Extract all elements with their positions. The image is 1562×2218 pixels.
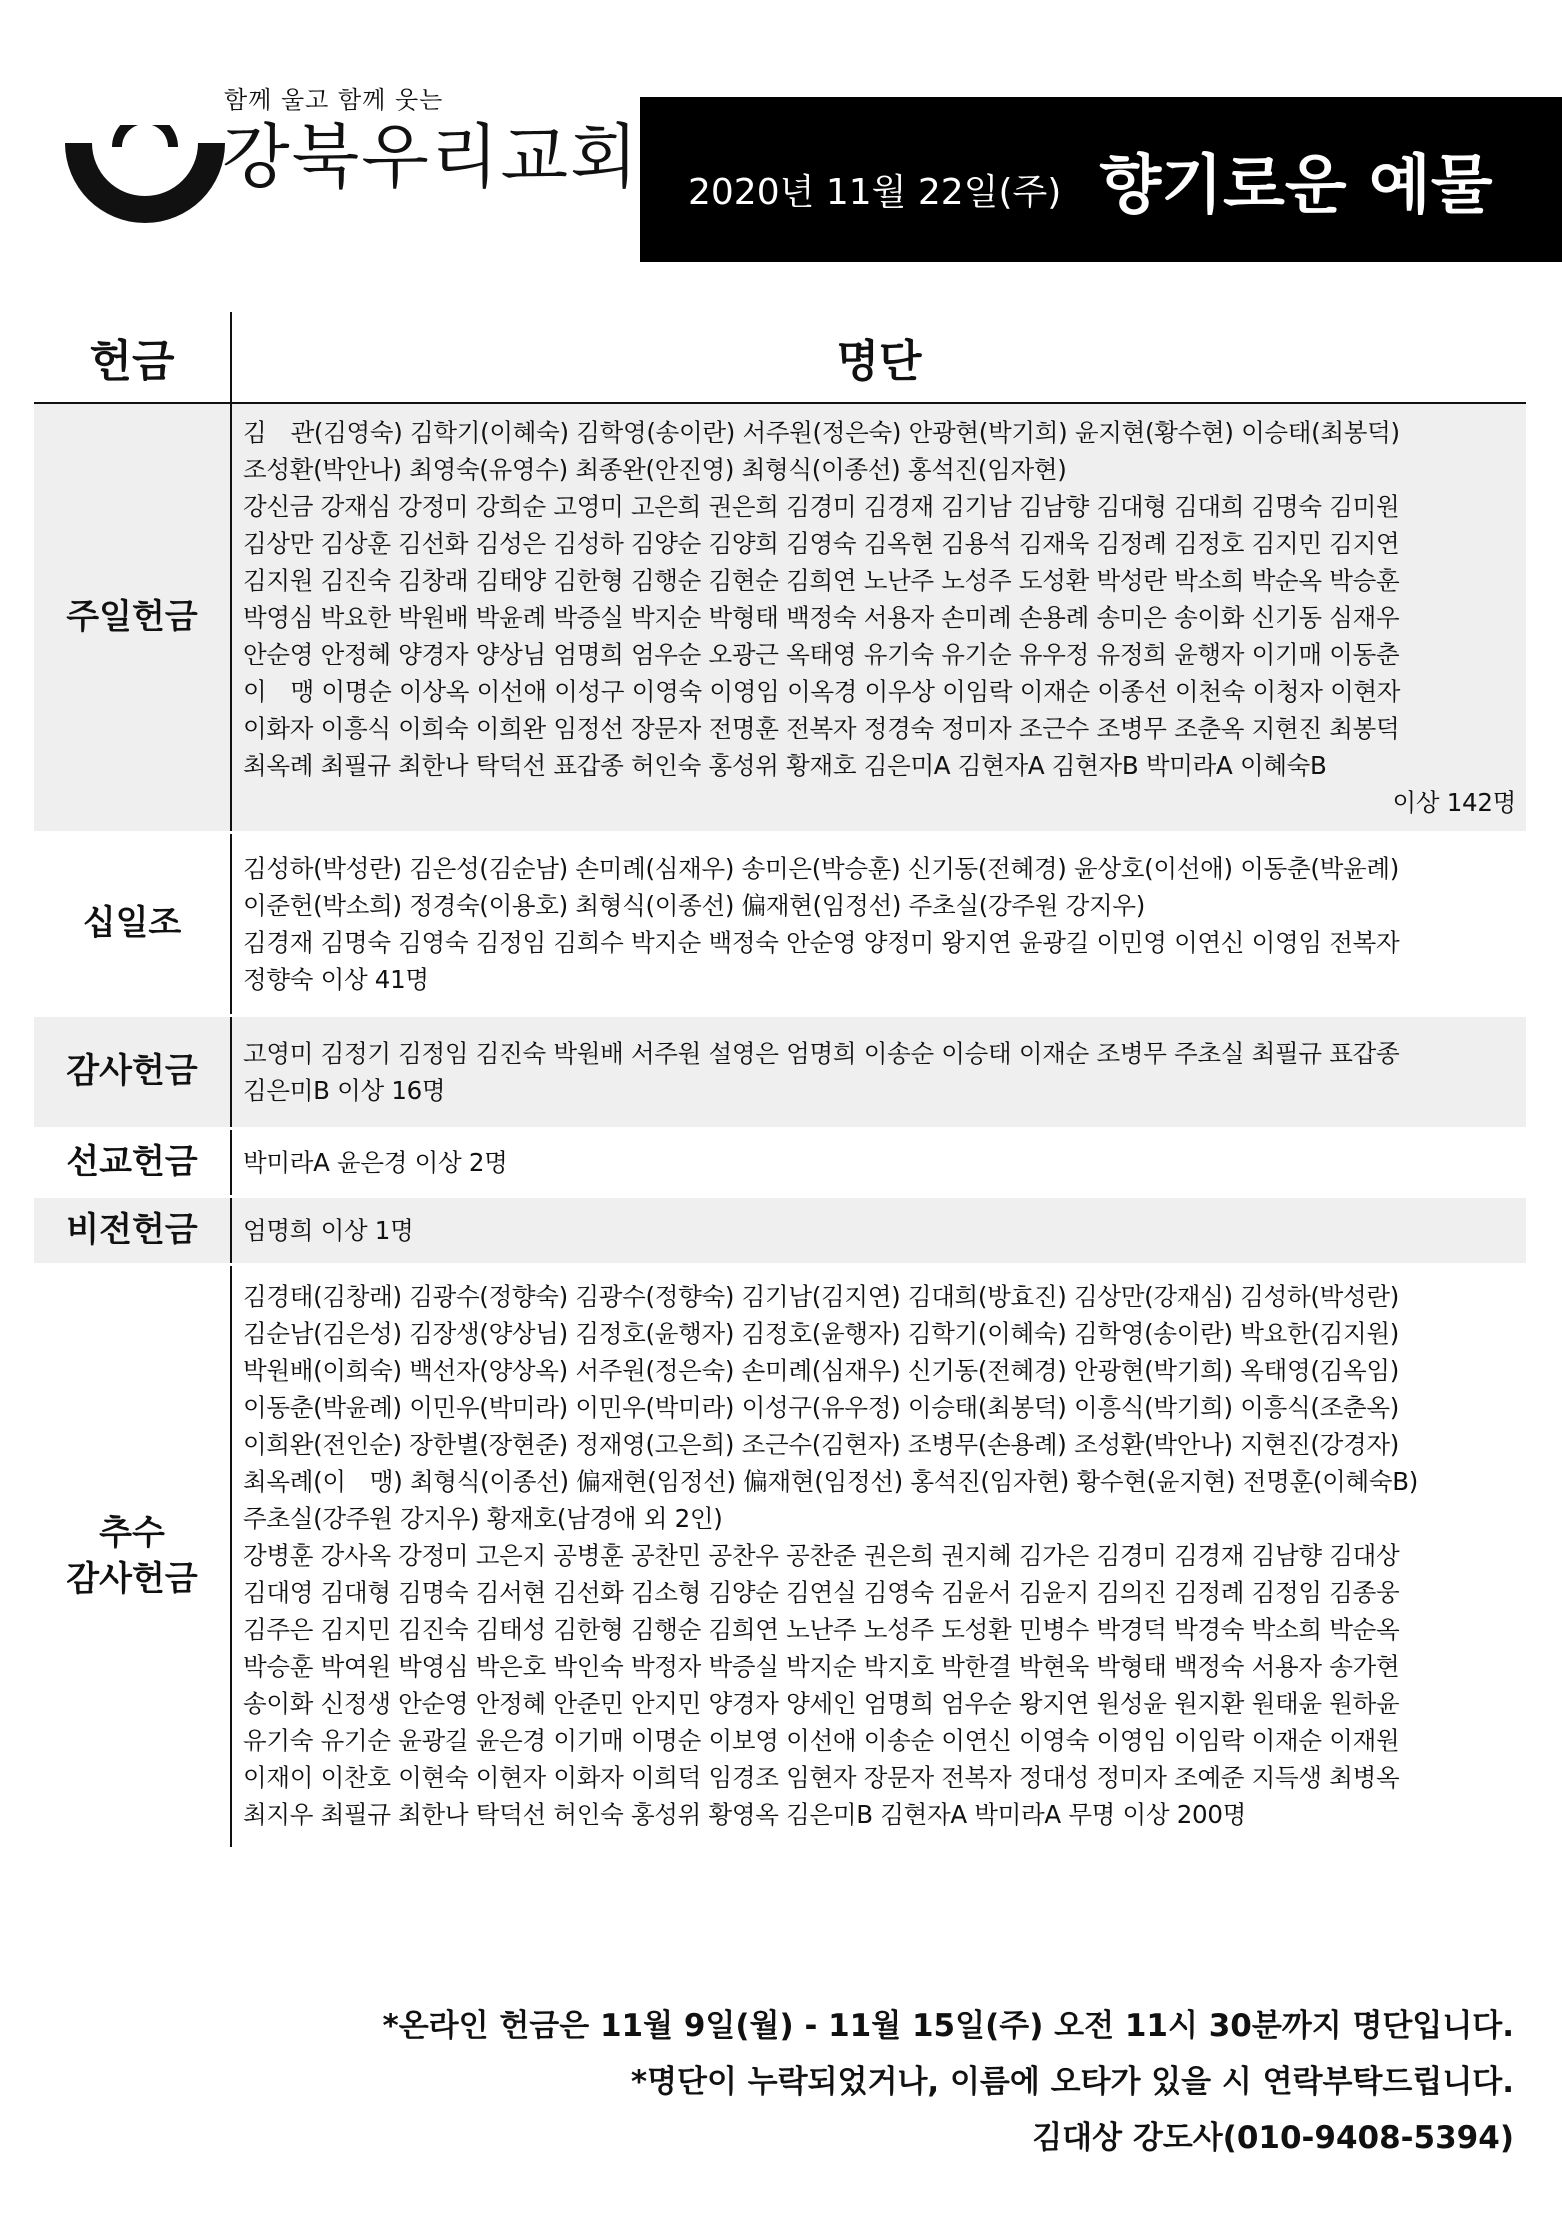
- table-header: [34, 312, 1526, 404]
- count-label: 이상 142명: [1392, 788, 1516, 817]
- offering-table: [34, 312, 1526, 1850]
- name-line: 김경태(김창래) 김광수(정향숙) 김광수(정향숙) 김기남(김지연) 김대희(방효진) 김상만(강재심) 김성하(박성란): [243, 1282, 1399, 1311]
- name-line: 이 맹 이명순 이상옥 이선애 이성구 이영숙 이영임 이옥경 이우상 이임락 이재순 이종선 이천숙 이청자 이현자: [243, 677, 1401, 706]
- name-line: 이동춘(박윤례) 이민우(박미라) 이민우(박미라) 이성구(유우정) 이승태(최봉덕) 이흥식(박기희) 이흥식(조춘옥): [243, 1393, 1399, 1422]
- name-line: 송이화 신정생 안순영 안정혜 안준민 안지민 양경자 양세인 엄명희 엄우순 왕지연 원성윤 원지환 원태윤 원하윤: [243, 1689, 1400, 1718]
- table-row: [34, 404, 1526, 834]
- name-line: 정향숙 이상 41명: [243, 965, 429, 994]
- column-header-offering: 헌금: [89, 336, 175, 387]
- name-list: [230, 1017, 1526, 1127]
- name-line: 김 관(김영숙) 김학기(이혜숙) 김학영(송이란) 서주원(정은숙) 안광현(박기희) 윤지현(황수현) 이승태(최봉덕): [243, 418, 1400, 447]
- name-line: 최옥례 최필규 최한나 탁덕선 표갑종 허인숙 홍성위 황재호 김은미A 김현자A 김현자B 박미라A 이혜숙B: [243, 751, 1327, 780]
- name-line: 박영심 박요한 박원배 박윤례 박증실 박지순 박형태 백정숙 서용자 손미례 손용례 송미은 송이화 신기동 심재우: [243, 603, 1400, 632]
- name-list: [230, 1130, 1526, 1195]
- table-row: [34, 1266, 1526, 1850]
- footer-notes: [383, 1998, 1514, 2166]
- name-line: 고영미 김정기 김정임 김진숙 박원배 서주원 설영은 엄명희 이송순 이승태 이재순 조병무 주초실 최필규 표갑종: [243, 1039, 1400, 1068]
- name-line: 박미라A 윤은경 이상 2명: [243, 1148, 508, 1177]
- column-header-names: 명단: [230, 312, 1526, 402]
- name-line: 강신금 강재심 강정미 강희순 고영미 고은희 권은희 김경미 김경재 김기남 김남향 김대형 김대희 김명숙 김미원: [243, 492, 1400, 521]
- name-list: [230, 1198, 1526, 1263]
- name-line: 강병훈 강사옥 강정미 고은지 공병훈 공찬민 공찬우 공찬준 권은희 권지혜 김가은 김경미 김경재 김남향 김대상: [243, 1541, 1400, 1570]
- name-line: 김대영 김대형 김명숙 김서현 김선화 김소형 김양순 김연실 김영숙 김윤서 김윤지 김의진 김정례 김정임 김종웅: [243, 1578, 1400, 1607]
- name-line: 김상만 김상훈 김선화 김성은 김성하 김양순 김양희 김영숙 김옥현 김용석 김재욱 김정례 김정호 김지민 김지연: [243, 529, 1400, 558]
- table-row: [34, 834, 1526, 1017]
- category-label: 감사헌금: [66, 1051, 198, 1092]
- name-list: [230, 404, 1526, 831]
- name-line: 유기숙 유기순 윤광길 윤은경 이기매 이명순 이보영 이선애 이송순 이연신 이영숙 이영임 이임락 이재순 이재원: [243, 1726, 1400, 1755]
- name-line: 주초실(강주원 강지우) 황재호(남경애 외 2인): [243, 1504, 723, 1533]
- category-label: 선교헌금: [66, 1141, 198, 1182]
- name-line: 조성환(박안나) 최영숙(유영수) 최종완(안진영) 최형식(이종선) 홍석진(임자현): [243, 455, 1067, 484]
- page-title: 향기로운 예물: [1099, 148, 1493, 223]
- name-line: 이화자 이흥식 이희숙 이희완 임정선 장문자 전명훈 전복자 정경숙 정미자 조근수 조병무 조춘옥 지현진 최봉덕: [243, 714, 1400, 743]
- contact-info: 김대상 강도사(010-9408-5394): [1032, 2120, 1514, 2156]
- name-line: 안순영 안정혜 양경자 양상님 엄명희 엄우순 오광근 옥태영 유기숙 유기순 유우정 유정희 윤행자 이기매 이동춘: [243, 640, 1400, 669]
- name-line: 김지원 김진숙 김창래 김태양 김한형 김행순 김현순 김희연 노난주 노성주 도성환 박성란 박소희 박순옥 박승훈: [243, 566, 1400, 595]
- table-row: [34, 1130, 1526, 1198]
- church-slogan: 함께 울고 함께 웃는: [224, 86, 444, 114]
- name-line: 김은미B 이상 16명: [243, 1076, 446, 1105]
- name-line: 최지우 최필규 최한나 탁덕선 허인숙 홍성위 황영옥 김은미B 김현자A 박미라A 무명 이상 200명: [243, 1800, 1246, 1829]
- name-list: [230, 1266, 1526, 1847]
- name-line: 김성하(박성란) 김은성(김순남) 손미례(심재우) 송미은(박승훈) 신기동(전혜경) 윤상호(이선애) 이동춘(박윤례): [243, 854, 1399, 883]
- category-label: 십일조: [82, 903, 182, 944]
- category-label: [34, 1266, 230, 1847]
- name-line: 이재이 이찬호 이현숙 이현자 이화자 이희덕 임경조 임현자 장문자 전복자 정대성 정미자 조예준 지득생 최병옥: [243, 1763, 1400, 1792]
- name-line: 이희완(전인순) 장한별(장현준) 정재영(고은희) 조근수(김현자) 조병무(손용례) 조성환(박안나) 지현진(강경자): [243, 1430, 1399, 1459]
- name-line: 박승훈 박여원 박영심 박은호 박인숙 박정자 박증실 박지순 박지호 박한결 박현욱 박형태 백정숙 서용자 송가현: [243, 1652, 1400, 1681]
- table-row: [34, 1017, 1526, 1130]
- church-name: 강북우리교회: [222, 116, 640, 198]
- table-row: [34, 1198, 1526, 1266]
- correction-request-note: *명단이 누락되었거나, 이름에 오타가 있을 시 연락부탁드립니다.: [630, 2064, 1514, 2100]
- bulletin-date: 2020년 11월 22일(주): [688, 172, 1062, 213]
- name-line: 이준헌(박소희) 정경숙(이용호) 최형식(이종선) 偏재현(임정선) 주초실(강주원 강지우): [243, 891, 1145, 920]
- name-line: 김주은 김지민 김진숙 김태성 김한형 김행순 김희연 노난주 노성주 도성환 민병수 박경덕 박경숙 박소희 박순옥: [243, 1615, 1400, 1644]
- church-logo-icon: [60, 125, 230, 255]
- name-list: [230, 834, 1526, 1014]
- name-line: 김순남(김은성) 김장생(양상님) 김정호(윤행자) 김정호(윤행자) 김학기(이혜숙) 김학영(송이란) 박요한(김지원): [243, 1319, 1399, 1348]
- category-label-text: 추수 감사헌금: [66, 1512, 198, 1599]
- online-offering-note: *온라인 헌금은 11월 9일(월) - 11월 15일(주) 오전 11시 30분까지 명단입니다.: [382, 2008, 1514, 2044]
- name-line: 박원배(이희숙) 백선자(양상옥) 서주원(정은숙) 손미례(심재우) 신기동(전혜경) 안광현(박기희) 옥태영(김옥임): [243, 1356, 1399, 1385]
- name-line: 엄명희 이상 1명: [243, 1216, 414, 1245]
- name-line: 최옥례(이 맹) 최형식(이종선) 偏재현(임정선) 偏재현(임정선) 홍석진(임자현) 황수현(윤지현) 전명훈(이혜숙B): [243, 1467, 1418, 1496]
- category-label: 비전헌금: [66, 1209, 198, 1250]
- title-banner: [640, 97, 1562, 262]
- category-label: 주일헌금: [66, 596, 198, 637]
- name-line: 김경재 김명숙 김영숙 김정임 김희수 박지순 백정숙 안순영 양정미 왕지연 윤광길 이민영 이연신 이영임 전복자: [243, 928, 1400, 957]
